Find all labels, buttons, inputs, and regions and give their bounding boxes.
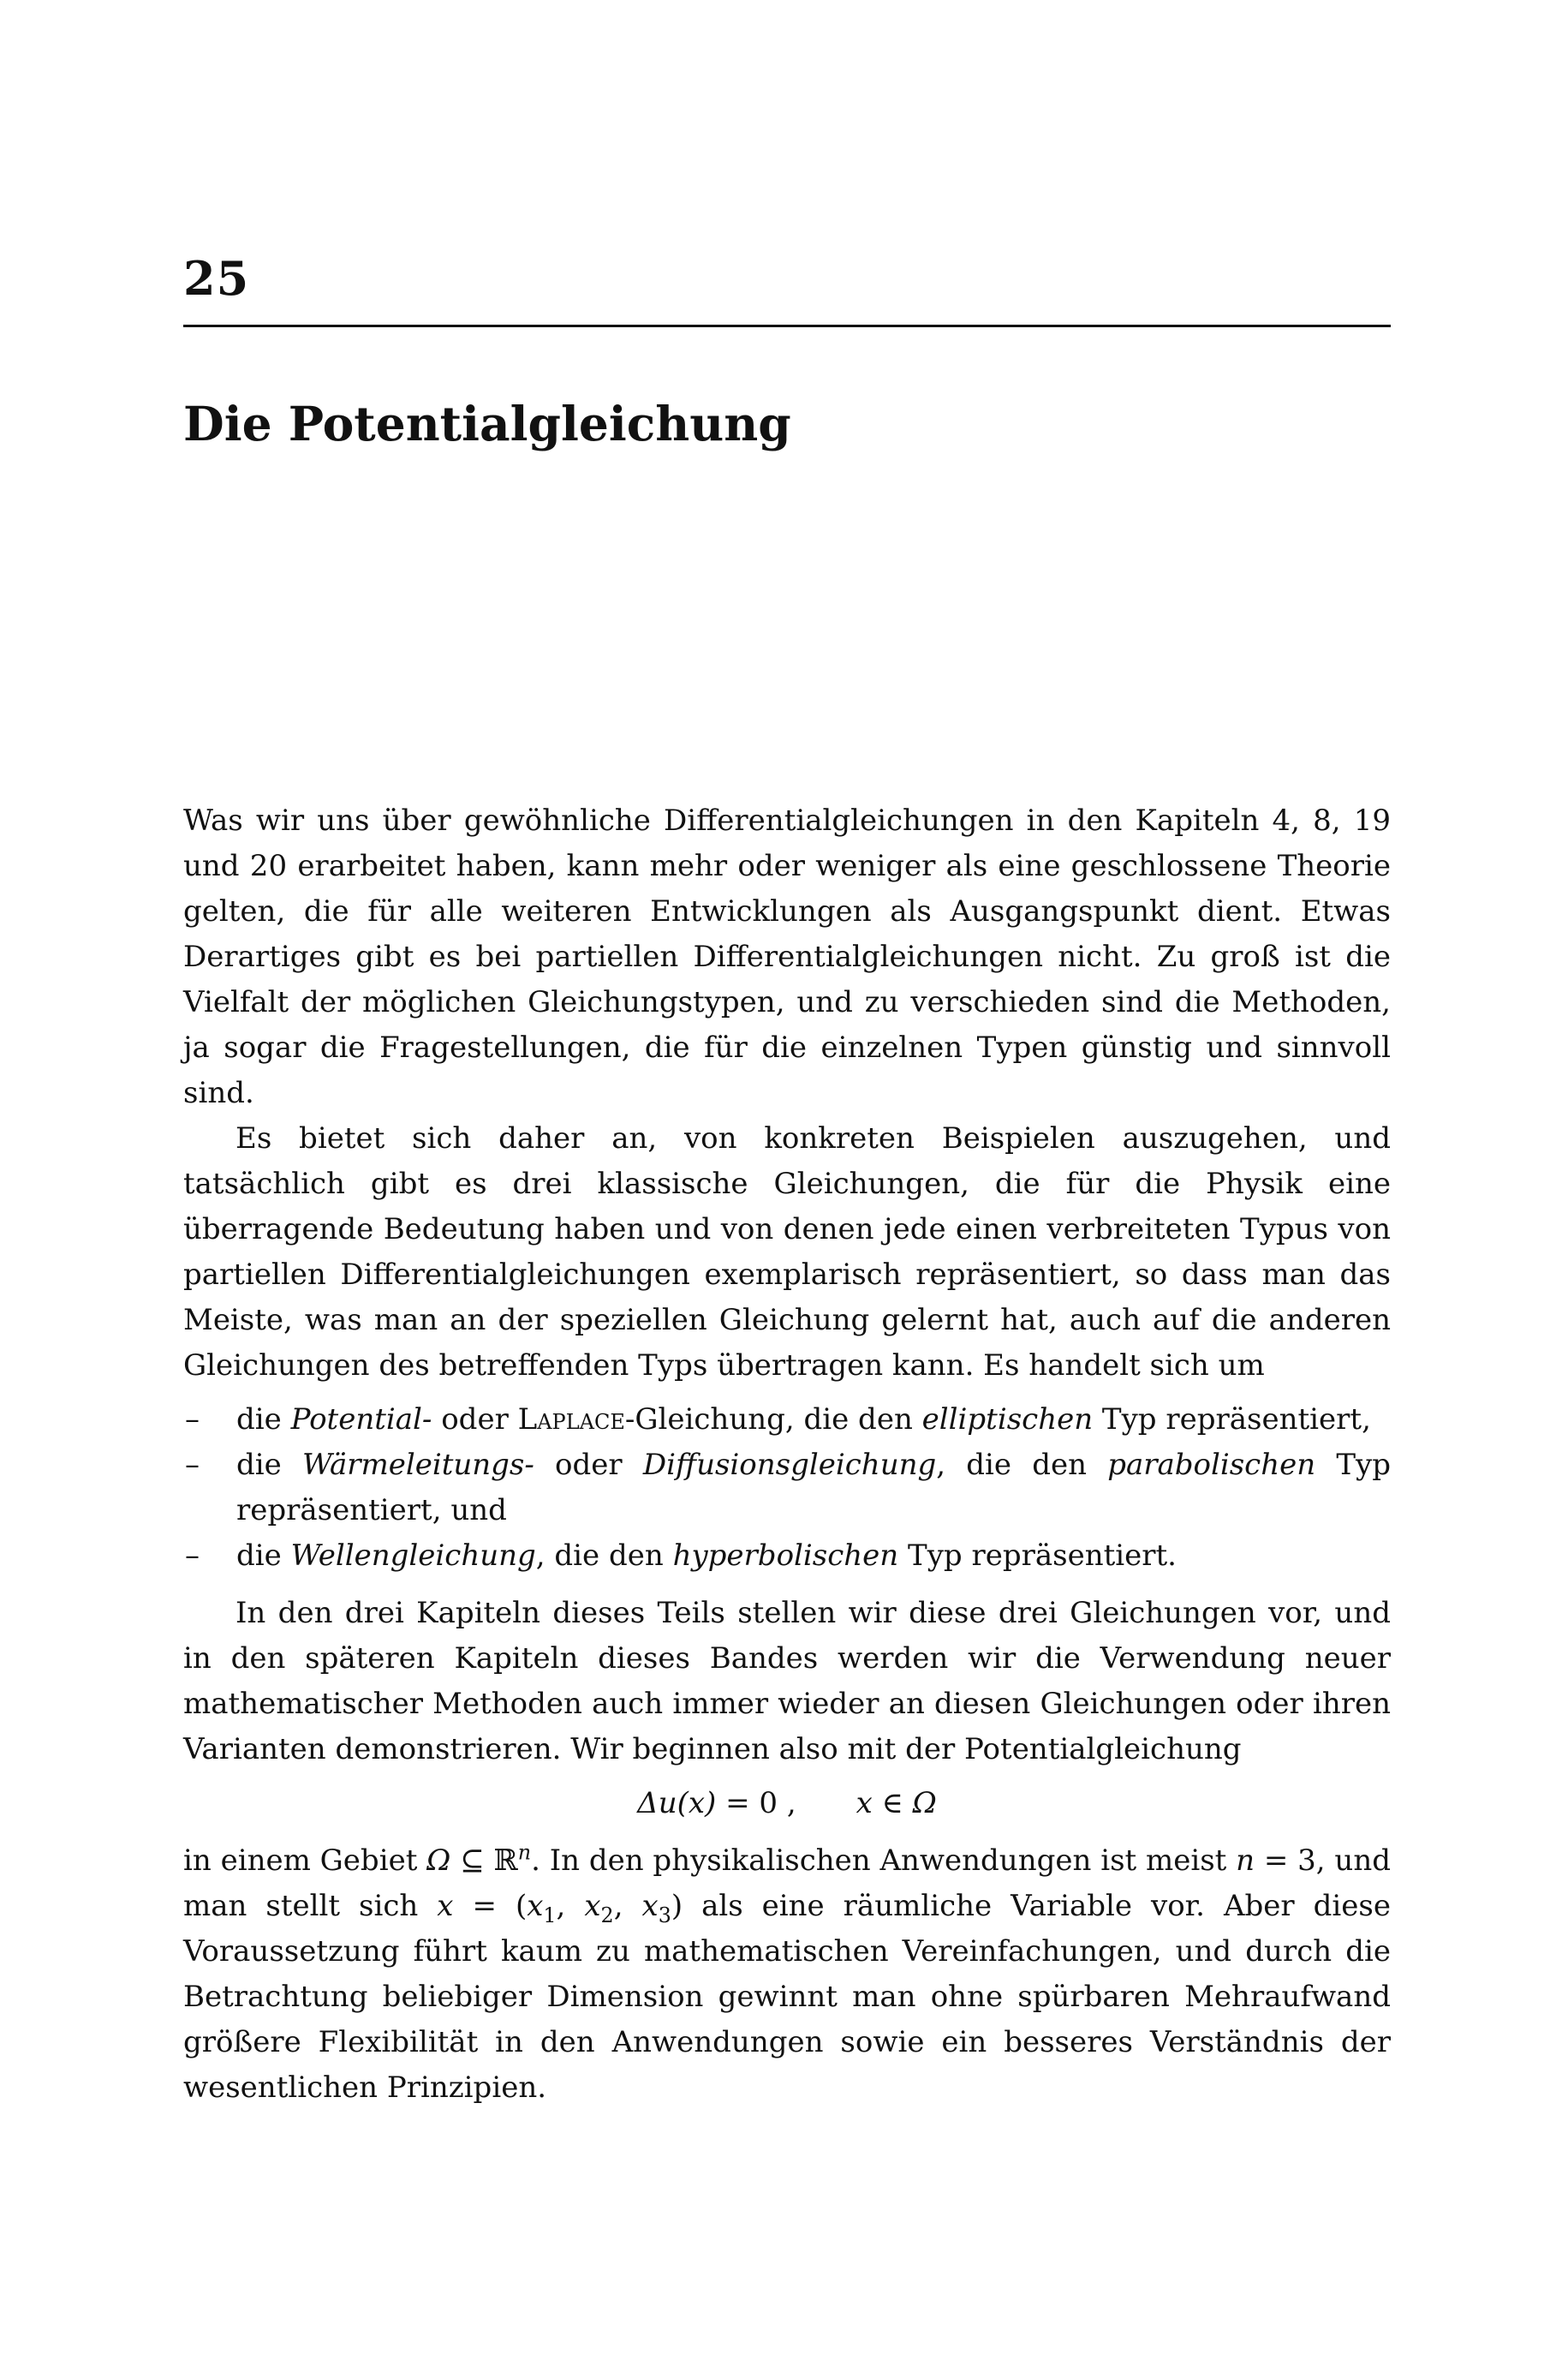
paragraph-intro: Was wir uns über gewöhnliche Differentialgleichungen in den Kapiteln 4, 8, 19 und 20 erarbeitet haben, kann mehr oder weniger als eine geschlossene Theorie gelten, die für alle weiteren Entwicklungen als Ausgangspunkt dient. Etwas Derartiges gibt es bei partiellen Differentialgleichungen nicht. Zu groß ist die Vielfalt der möglichen Gleichungstypen, und zu verschieden sind die Methoden, ja sogar die Fragestellungen, die für die einzelnen Typen günstig und sinnvoll sind.: [183, 804, 1391, 1110]
paragraph-examples: Es bietet sich daher an, von konkreten Beispielen auszugehen, und tatsächlich gibt es drei klassische Gleichungen, die für die Physik eine überragende Bedeutung haben und von denen jede einen verbreiteten Typus von partiellen Differentialgleichungen exemplarisch repräsentiert, so dass man das Meiste, was man an der speziellen Gleichung gelernt hat, auch auf die anderen Gleichungen des betreffenden Typs übertragen kann. Es handelt sich um: [183, 1121, 1391, 1383]
formula-domain: x ∈ Ω: [856, 1786, 937, 1820]
list-dash: –: [185, 1539, 200, 1573]
list-item-wave: – die Wellengleichung, die den hyperbolischen Typ repräsentiert.: [183, 1533, 1391, 1579]
chapter-body: [183, 798, 1391, 2111]
formula-equals: = 0 ,: [716, 1786, 796, 1820]
paragraph-overview: In den drei Kapiteln dieses Teils stellen wir diese drei Gleichungen vor, und in den späteren Kapiteln dieses Bandes werden wir die Verwendung neuer mathematischer Methoden auch immer wieder an diesen Gleichungen oder ihren Varianten demonstrieren. Wir beginnen also mit der Potentialgleichung: [183, 1596, 1391, 1766]
potential-equation: [183, 1781, 1391, 1826]
list-dash: –: [185, 1402, 200, 1437]
chapter-title: Die Potentialgleichung: [183, 395, 791, 451]
list-item-heat: – die Wärmeleitungs- oder Diffusionsgleichung, die den parabolischen Typ repräsentiert, und: [183, 1443, 1391, 1533]
chapter-number: 25: [183, 251, 250, 306]
list-item-laplace: – die Potential- oder Laplace-Gleichung, die den elliptischen Typ repräsentiert,: [183, 1397, 1391, 1443]
paragraph-domain: in einem Gebiet Ω ⊆ ℝ$^n$. In den physikalischen Anwendungen ist meist n = 3, und man stellt sich $x = (x_1$, $x_2$, $x_3$) als eine räumliche Variable vor. Aber diese Voraussetzung führt kaum zu mathematischen Vereinfachungen, und durch die Betrachtung beliebiger Dimension gewinnt man ohne spürbaren Mehraufwand größere Flexibilität in den Anwendungen sowie ein besseres Verständnis der wesentlichen Prinzipien.: [183, 1840, 1391, 2105]
formula-lhs: Δu(x): [637, 1786, 717, 1820]
chapter-rule: [183, 325, 1391, 327]
equation-type-list: [183, 1397, 1391, 1579]
list-dash: –: [185, 1448, 200, 1482]
